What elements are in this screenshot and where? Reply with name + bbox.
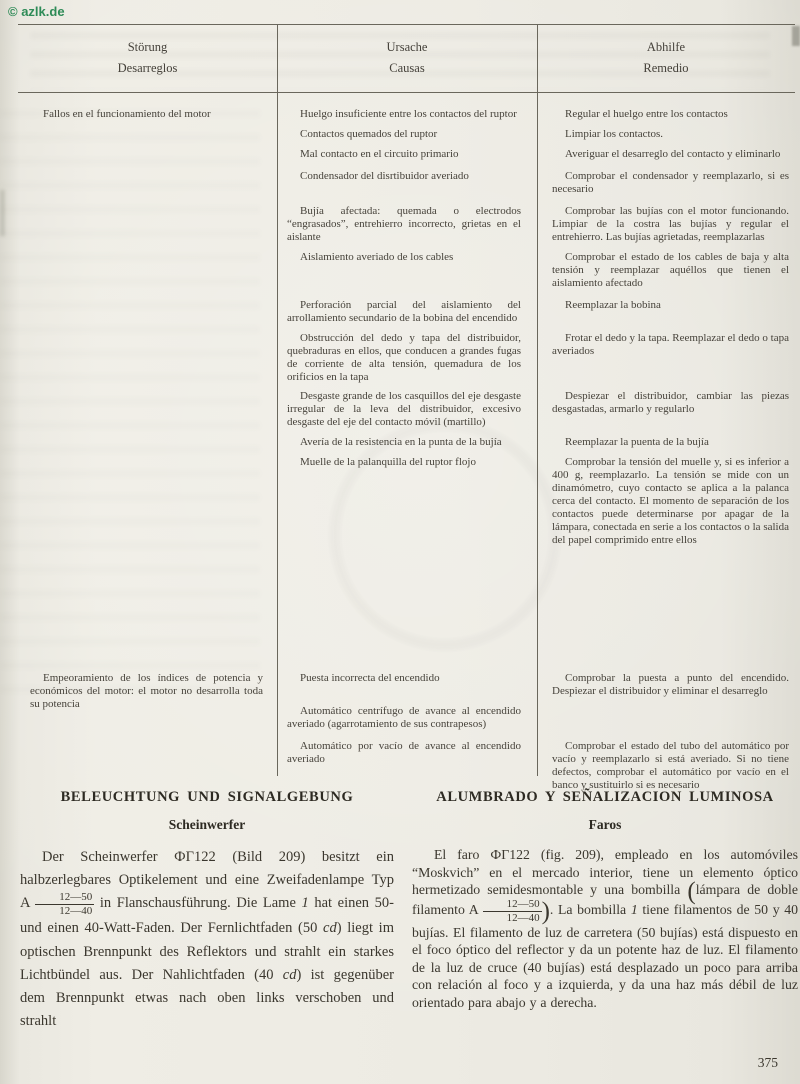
lamp-reference: 1 (301, 895, 309, 912)
fault-cell: Fallos en el funcionamiento del motor (43, 108, 211, 120)
remedy-cell: Comprobar la puesta a punto del encendido. Despiezar el distribuidor y eliminar el desarreglo (552, 672, 789, 697)
column-header-fault (18, 37, 277, 92)
remedy-cell: Comprobar la tensión del muelle y, si es inferior a 400 g, reemplazarlo. La tensión se mide con un dinamómetro, cuyo contacto se aplica a la palanca cerca del contacto. El momento de separación de los contactos puede determinarse por apagar de la lámpara, conectada en serie a los contactos o la salida del papel comprimido entre ellos (552, 456, 789, 547)
cause-cell: Mal contacto en el circuito primario (300, 147, 459, 160)
header-line-de: Abhilfe (646, 40, 686, 54)
remedy-cell: Comprobar las bujías con el motor funcionando. Limpiar de la costra las bujías y regular el entrehierro. Las bujías agrietadas, reemplazarlas (552, 204, 789, 243)
section-subtitle-spanish: Faros (588, 817, 622, 832)
cause-remedy-pair (277, 672, 795, 698)
bottom-text-sections (20, 789, 798, 1033)
german-section (20, 789, 394, 1033)
cause-cell: Desgaste grande de los casquillos del eje desgaste irregular de la leva del distribuidor, excesivo desgaste del eje del contacto móvil (martillo) (287, 390, 521, 429)
remedy-cell: Frotar el dedo y la tapa. Reemplazar el dedo o tapa averiados (552, 331, 789, 357)
table-header-row (18, 25, 795, 93)
cause-cell: Aislamiento averiado de los cables (300, 250, 454, 263)
table-column-divider (537, 25, 538, 776)
fraction-numerator: 12—50 (35, 892, 94, 905)
cause-remedy-pair (277, 436, 795, 449)
cause-remedy-pair (277, 332, 795, 384)
section-subtitle-german: Scheinwerfer (168, 817, 246, 832)
lamp-rating-fraction (35, 892, 94, 917)
remedy-cell: Comprobar el estado del tubo del automático por vacío y reemplazarlo si está averiado. Si no tiene defectos, comprobar el automático por vacío en el banco y sustituirlo si es necesario (552, 739, 789, 791)
cause-cell: Perforación parcial del aislamiento del arrollamiento secundario de la bobina del encendido (287, 298, 521, 324)
spanish-paragraph (412, 846, 798, 1011)
spanish-section (412, 789, 798, 1033)
text-segment: in Flanschausführung. Die Lame (94, 895, 302, 912)
cause-cell: Obstrucción del dedo y tapa del distribuidor, quebraduras en ellos, que conducen a grandes fugas de corriente de alta tensión, quemadura de los orificios en la tapa (287, 331, 521, 383)
fraction-denominator: 12—40 (506, 911, 540, 924)
cause-remedy-pair (277, 148, 795, 161)
text-segment: Der Scheinwerfer ФГ122 (Bild 209) besitzt ein halbzerlegbares Optikelement und eine Zweifadenlampe Typ A (20, 849, 394, 912)
cause-remedy-pair (277, 740, 795, 792)
cause-cell: Automático por vacío de avance al encendido averiado (287, 739, 521, 765)
section-title-spanish: ALUMBRADO Y SEÑALIZACION LUMINOSA (436, 789, 774, 805)
header-line-es: Desarreglos (117, 61, 178, 75)
remedy-cell (537, 705, 795, 731)
unit-cd: cd (323, 920, 337, 937)
remedy-cell: Despiezar el distribuidor, cambiar las piezas desgastadas, armarlo y regularlo (552, 390, 789, 416)
cause-cell: Huelgo insuficiente entre los contactos del ruptor (300, 108, 517, 120)
text-segment: ) ist gegenüber dem Brennpunkt etwas nach oben links verschoben und strahlt (20, 966, 394, 1030)
cause-remedy-pair (277, 456, 795, 547)
remedy-cell: Averiguar el desarreglo del contacto y eliminarlo (565, 147, 781, 160)
fraction-numerator: 12—50 (483, 899, 542, 912)
header-line-de: Ursache (386, 40, 428, 54)
german-paragraph (20, 846, 394, 1033)
cause-cell: Bujía afectada: quemada o electrodos “engrasados”, entrehierro incorrecto, grietas en el aislante (287, 204, 521, 243)
cause-remedy-pair (277, 705, 795, 731)
cause-cell: Puesta incorrecta del encendido (300, 672, 440, 684)
cause-cell: Automático centrífugo de avance al encendido averiado (agarrotamiento de sus contrapesos) (287, 704, 521, 730)
text-segment: . La bombilla (549, 901, 631, 917)
cause-remedy-pair (277, 170, 795, 196)
cause-remedy-pair (277, 299, 795, 325)
remedy-cell: Reemplazar la bobina (565, 298, 661, 311)
causes-remedies-section (277, 657, 795, 799)
column-header-cause (277, 37, 537, 92)
cause-cell: Contactos quemados del ruptor (300, 127, 438, 140)
page-number: 375 (757, 1055, 778, 1070)
troubleshooting-table (18, 24, 795, 799)
cause-remedy-pair (277, 128, 795, 141)
big-parenthesis-open: ( (687, 878, 696, 906)
lamp-reference: 1 (630, 901, 638, 917)
text-segment: lámpara de doble filamento A (412, 882, 798, 917)
scan-smudge (0, 190, 5, 236)
table-column-divider (277, 25, 278, 776)
text-segment: El faro ФГ122 (fig. 209), empleado en los automóviles “Moskvich” en el mercado interior, tiene un elemento óptico hermetizado semidesmontable y una bombilla (412, 847, 798, 898)
unit-cd: cd (282, 966, 297, 983)
cause-remedy-pair (277, 390, 795, 429)
section-title-german: BELEUCHTUNG UND SIGNALGEBUNG (60, 789, 354, 805)
column-header-remedy (537, 37, 795, 92)
cause-remedy-pair (277, 108, 795, 121)
remedy-cell: Regular el huelgo entre los contactos (565, 108, 728, 120)
fault-cell: Empeoramiento de los índices de potencia y económicos del motor: el motor no desarrolla toda su potencia (30, 672, 263, 710)
causes-remedies-section (277, 93, 795, 657)
remedy-cell: Comprobar el condensador y reemplazarlo, si es necesario (552, 169, 789, 195)
header-line-de: Störung (127, 40, 168, 54)
remedy-cell: Reemplazar la puenta de la bujía (565, 436, 709, 449)
big-parenthesis-close: ) (541, 897, 550, 925)
text-segment: hat einen 50- und einen 40-Watt-Faden. Der Fernlichtfaden (50 (20, 895, 394, 937)
remedy-cell: Limpiar los contactos. (565, 127, 664, 140)
header-line-es: Remedio (643, 61, 689, 75)
cause-cell: Condensador del disrtibuidor averiado (300, 169, 469, 182)
text-segment: ) liegt im optischen Brennpunkt des Reflektors und strahlt ein starkes Lichtbündel aus. Der Nahlichtfaden (40 (20, 920, 394, 983)
text-segment: tiene filamentos de 50 y 40 bujías. El filamento de luz de carretera (50 bujías) está dispuesto en el foco óptico del reflector y da un potente haz de luz. El filamento de la luz de cruce (40 bujías) está desplazado un poco para arriba con relación al foco y a izquierda, y da una haz más débil de luz orientado para abajo y a derecha. (412, 901, 799, 1010)
lamp-rating-fraction (483, 899, 542, 924)
table-body (18, 93, 795, 799)
header-line-es: Causas (389, 61, 425, 75)
cause-remedy-pair (277, 251, 795, 290)
cause-cell: Muelle de la palanquilla del ruptor flojo (300, 456, 476, 469)
remedy-cell: Comprobar el estado de los cables de baja y alta tensión y reemplazar aquéllos que tienen el aislamiento afectado (552, 250, 789, 289)
cause-remedy-pair (277, 205, 795, 244)
cause-cell: Avería de la resistencia en la punta de la bujía (300, 436, 502, 449)
fraction-denominator: 12—40 (59, 905, 93, 918)
watermark: © azlk.de (8, 4, 65, 19)
